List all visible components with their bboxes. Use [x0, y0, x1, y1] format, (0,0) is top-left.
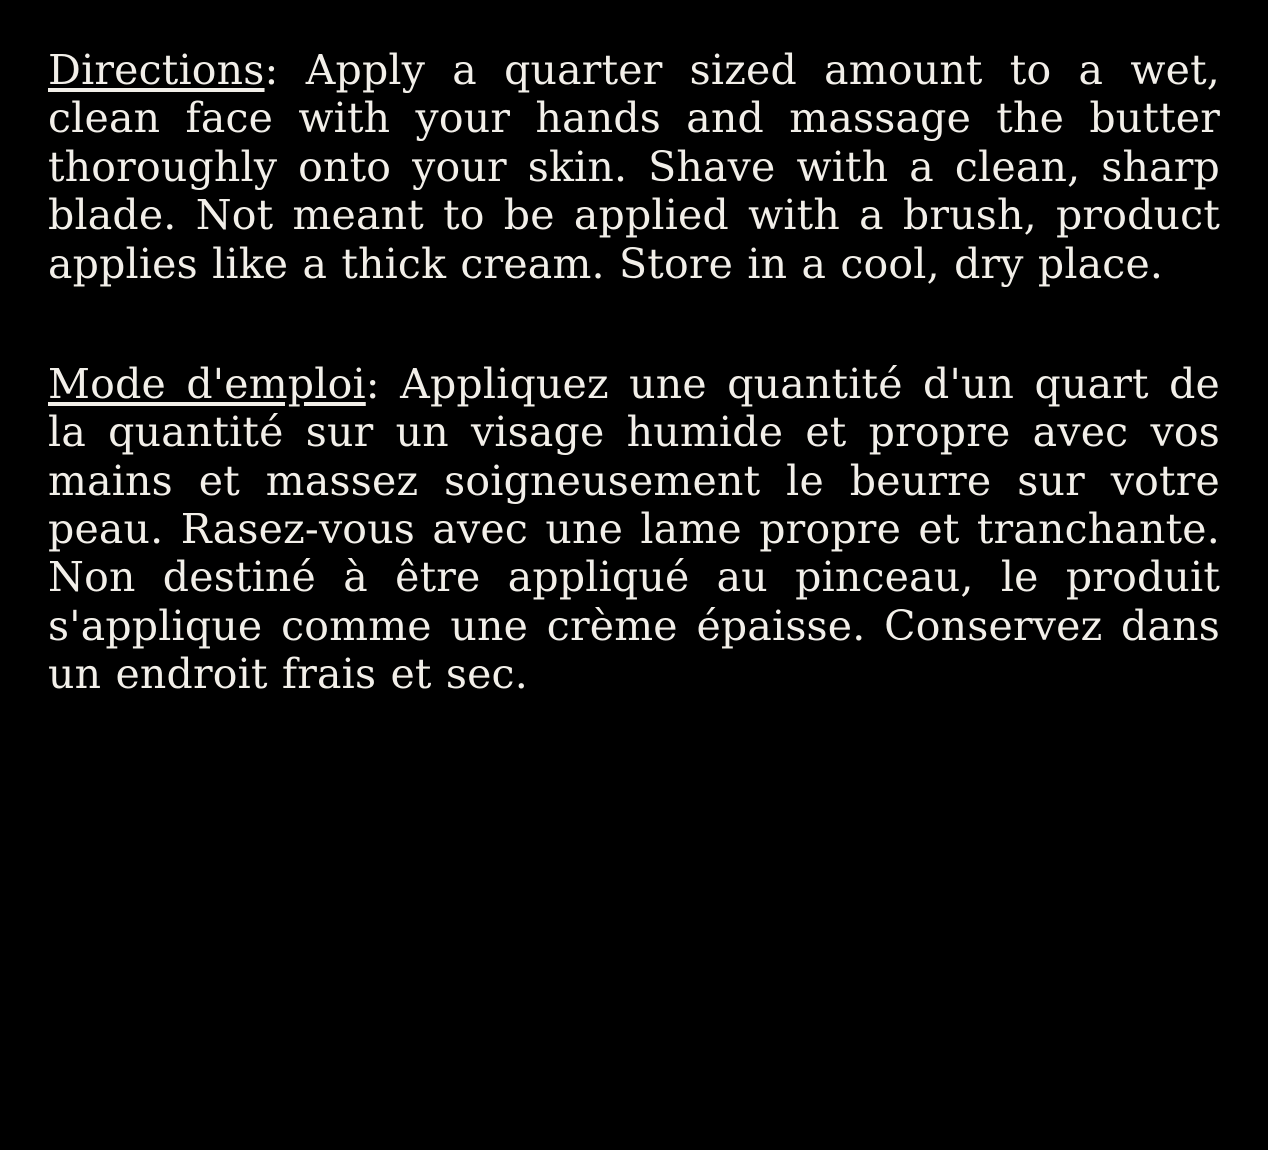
directions-paragraph-english	[48, 46, 1220, 288]
directions-heading-english: Directions	[48, 46, 265, 94]
directions-separator-english: :	[264, 46, 279, 94]
directions-separator-french: :	[365, 359, 380, 408]
directions-body-english: Apply a quarter sized amount to a wet, clean face with your hands and massage the butter thoroughly onto your skin. Shave with a clean, sharp blade. Not meant to be applied with a brush, product applies like a thick cream. Store in a cool, dry place.	[48, 46, 1220, 288]
directions-section-french	[48, 360, 1220, 699]
directions-heading-french: Mode d'emploi	[48, 359, 366, 408]
directions-section-english	[48, 46, 1220, 288]
directions-body-french: Appliquez une quantité d'un quart de la quantité sur un visage humide et propre avec vos mains et massez soigneusement le beurre sur votre peau. Rasez-vous avec une lame propre et tranchante. Non destiné à être appliqué au pinceau, le produit s'applique comme une crème épaisse. Conservez dans un endroit frais et sec.	[48, 359, 1220, 699]
directions-paragraph-french	[48, 360, 1220, 699]
